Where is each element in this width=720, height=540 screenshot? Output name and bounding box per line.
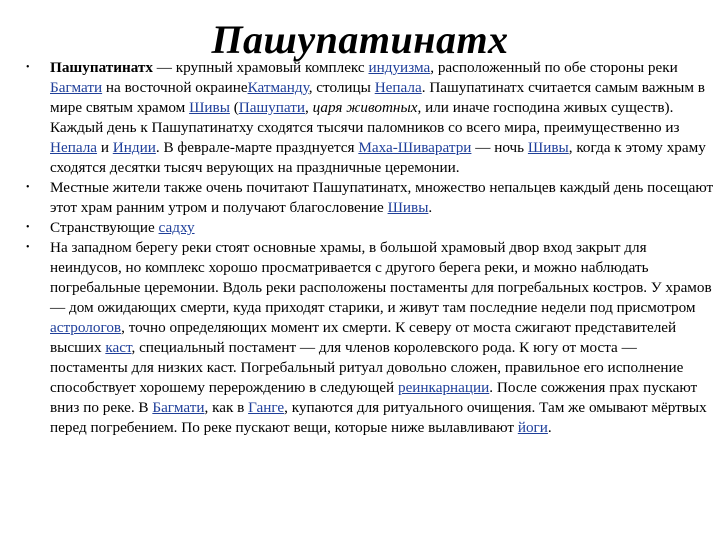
page-title: Пашупатинатх (211, 17, 509, 62)
italic-phrase: царя животных (312, 99, 418, 116)
bullet-icon: • (26, 242, 30, 253)
bullet-list (24, 58, 714, 438)
list-item: • Местные жители также очень почитают Пашупатинатх, множество непальцев каждый день посещают этот храм ранним утром и получают благословение Шивы. (26, 179, 714, 216)
link-ganges[interactable]: Ганге (248, 399, 285, 416)
term-pashupatinath: Пашупатинатх (50, 59, 153, 76)
link-shiva[interactable]: Шивы (387, 199, 429, 216)
link-hinduism[interactable]: индуизма (368, 59, 431, 76)
link-shiva[interactable]: Шивы (527, 139, 569, 156)
link-bagmati[interactable]: Багмати (152, 399, 205, 416)
link-nepal[interactable]: Непала (50, 139, 98, 156)
list-item: • Пашупатинатх — крупный храмовый комплекс индуизма, расположенный по обе стороны реки Багмати на восточной окраинеКатманду, столицы Непала. Пашупатинатх считается самым важным в мире святым храмом Шивы (Пашупати, царя животных, или иначе господина живых существ). Каждый день к Пашупатинатху сходятся тысячи паломников со всего мира, преимущественно из Непала и Индии. В феврале-марте празднуется Маха-Шиваратри — ночь Шивы, когда к этому храму сходятся десятки тысяч верующих на праздничные церемонии. (26, 59, 706, 176)
link-sadhu[interactable]: садху (158, 219, 195, 236)
link-shiva[interactable]: Шивы (189, 99, 230, 116)
link-astrologers[interactable]: астрологов (50, 319, 122, 336)
link-nepal[interactable]: Непала (374, 79, 422, 96)
link-kathmandu[interactable]: Катманду (247, 79, 309, 96)
link-castes[interactable]: каст (105, 339, 132, 356)
list-item: • Странствующие садху (26, 219, 195, 236)
bullet-icon: • (26, 222, 30, 233)
bullet-icon: • (26, 62, 30, 73)
link-pashupati[interactable]: Пашупати (238, 99, 306, 116)
link-india[interactable]: Индии (112, 139, 156, 156)
link-maha-shivaratri[interactable]: Маха-Шиваратри (358, 139, 472, 156)
bullet-icon: • (26, 182, 30, 193)
link-bagmati[interactable]: Багмати (50, 79, 103, 96)
list-item: • На западном берегу реки стоят основные храмы, в большой храмовый двор вход закрыт для неиндусов, но комплекс хорошо просматривается с другого берега реки, и можно наблюдать погребальные церемонии. Вдоль реки расположены постаменты для погребальных костров. У храмов — дом ожидающих смерти, куда приходят старики, и живут там последние недели под присмотром астрологов, точно определяющих момент их смерти. К северу от моста сжигают представителей высших каст, специальный постамент — для членов королевского рода. К югу от моста — постаменты для низких каст. Погребальный ритуал довольно сложен, правильное его исполнение способствует хорошему перерождению в следующей реинкарнации. После сожжения прах пускают вниз по реке. В Багмати, как в Ганге, купаются для ритуального очищения. Там же омывают мёртвых перед погребением. По реке пускают вещи, которые ниже вылавливают йоги. (26, 239, 712, 436)
link-reincarnation[interactable]: реинкарнации (397, 379, 490, 396)
link-yogis[interactable]: йоги (517, 419, 548, 436)
